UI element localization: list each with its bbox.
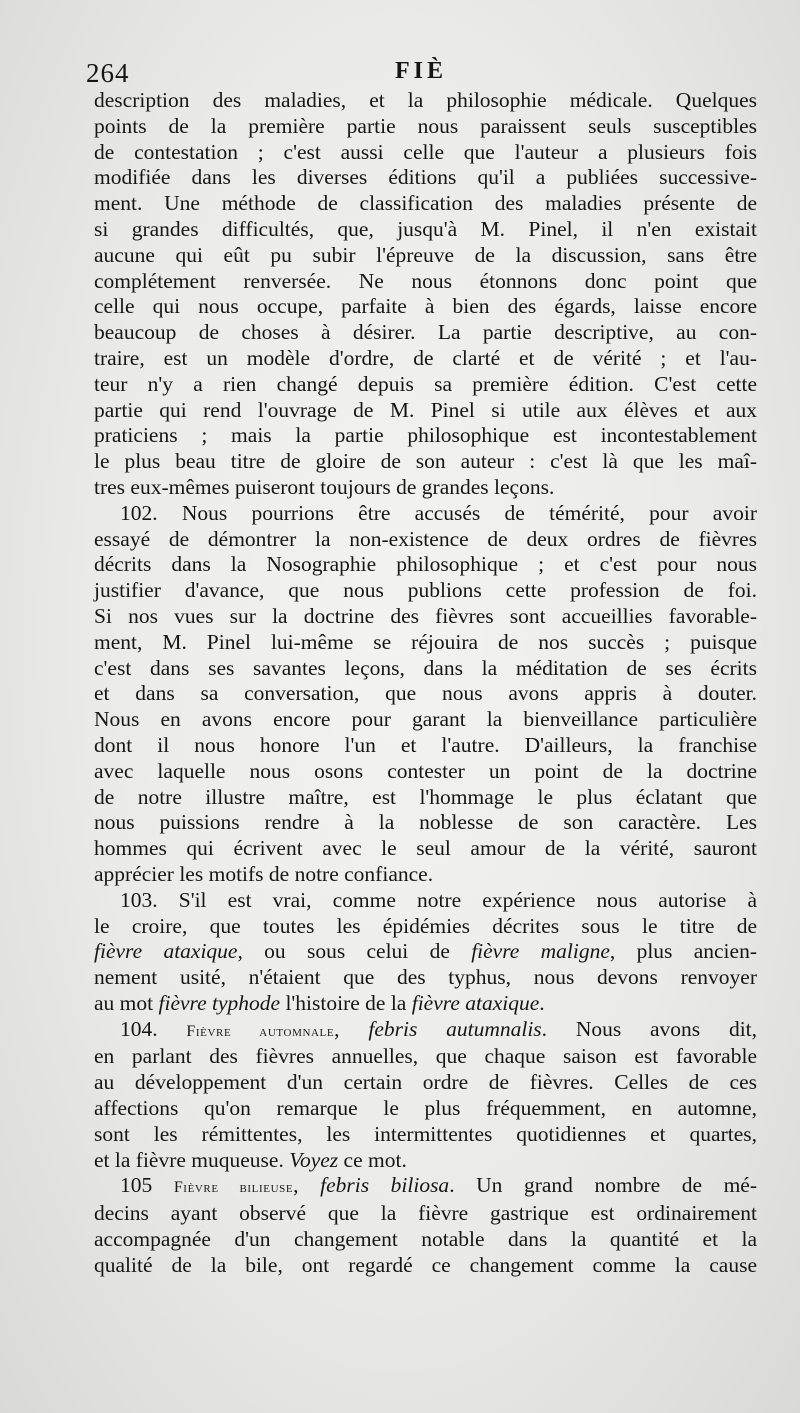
paragraph-104-start: 104. Fièvre automnale, febris autumnalis. Nous avons dit, — [120, 1016, 758, 1041]
text-line: au mot fièvre typhode l'histoire de la fièvre ataxique. — [94, 990, 545, 1015]
text-line: partie qui rend l'ouvrage de M. Pinel si utile aux élèves et aux — [94, 397, 757, 422]
text-line: celle qui nous occupe, parfaite à bien des égards, laisse encore — [94, 294, 757, 319]
text-line: avec laquelle nous osons contester un point de la doctrine — [94, 758, 757, 783]
text-line: praticiens ; mais la partie philosophique est incontestablement — [94, 423, 757, 448]
paragraph-102-start: 102. Nous pourrions être accusés de témérité, pour avoir — [120, 500, 757, 525]
italic-term: Voyez — [289, 1147, 339, 1172]
text-line: si grandes difficultés, que, jusqu'à M. Pinel, il n'en existait — [94, 216, 757, 241]
running-head: FIÈ — [394, 58, 447, 84]
text-line: decins ayant observé que la fièvre gastrique est ordinairement — [94, 1201, 757, 1226]
text-line: fièvre ataxique, ou sous celui de fièvre maligne, plus ancien- — [94, 939, 757, 964]
text-line: teur n'y a rien changé depuis sa première édition. C'est cette — [94, 371, 757, 396]
text-line: de contestation ; c'est aussi celle que l'auteur a plusieurs fois — [94, 139, 757, 164]
body-text — [94, 88, 757, 1279]
text-line: nous puissions rendre à la noblesse de son caractère. Les — [94, 810, 757, 835]
italic-term: fièvre maligne — [471, 939, 610, 964]
italic-term: fièvre typhode — [158, 990, 281, 1015]
text-line: beaucoup de choses à désirer. La partie descriptive, au con- — [94, 320, 757, 345]
text-line: et la fièvre muqueuse. Voyez ce mot. — [94, 1147, 407, 1172]
text-line: et dans sa conversation, que nous avons appris à douter. — [94, 681, 757, 706]
text-line: traire, est un modèle d'ordre, de clarté et de vérité ; et l'au- — [94, 345, 757, 370]
text-line: au développement d'un certain ordre de fièvres. Celles de ces — [94, 1070, 757, 1095]
text-line: décrits dans la Nosographie philosophique ; et c'est pour nous — [94, 552, 757, 577]
section-number: 104. — [120, 1016, 158, 1041]
text-line: de notre illustre maître, est l'hommage le plus éclatant que — [94, 784, 757, 809]
page-header — [86, 58, 756, 92]
text-line: apprécier les motifs de notre confiance. — [94, 861, 434, 886]
text-line: modifiée dans les diverses éditions qu'il a publiées successive- — [94, 165, 757, 190]
text-line: le croire, que toutes les épidémies décrites sous le titre de — [94, 913, 757, 938]
text-line: Si nos vues sur la doctrine des fièvres sont accueillies favorable- — [94, 603, 757, 628]
text-line: affections qu'on remarque le plus fréquemment, en automne, — [94, 1096, 757, 1121]
text-line: Nous en avons encore pour garant la bienveillance particulière — [94, 707, 757, 732]
text-line: complétement renversée. Ne nous étonnons donc point que — [94, 268, 757, 293]
text-line: c'est dans ses savantes leçons, dans la méditation de ses écrits — [94, 655, 757, 680]
text-line: dont il nous honore l'un et l'autre. D'ailleurs, la franchise — [94, 732, 757, 757]
text-line: aucune qui eût pu subir l'épreuve de la discussion, sans être — [94, 242, 757, 267]
text-line: accompagnée d'un changement notable dans la quantité et la — [94, 1227, 757, 1252]
latin-term: febris autumnalis — [368, 1016, 542, 1041]
text-line: qualité de la bile, ont regardé ce changement comme la cause — [94, 1252, 757, 1277]
text-line: tres eux-mêmes puiseront toujours de grandes leçons. — [94, 474, 555, 499]
text-line: hommes qui écrivent avec le seul amour de la vérité, sauront — [94, 836, 757, 861]
entry-heading: Fièvre bilieuse — [173, 1179, 294, 1197]
text-line: points de la première partie nous paraissent seuls susceptibles — [94, 113, 757, 138]
text-line: sont les rémittentes, les intermittentes quotidiennes et quartes, — [94, 1121, 757, 1146]
paragraph-105-start: 105 Fièvre bilieuse, febris biliosa. Un grand nombre de mé- — [120, 1173, 757, 1198]
text-line: le plus beau titre de gloire de son auteur : c'est là que les maî- — [94, 449, 757, 474]
text-line: essayé de démontrer la non-existence de deux ordres de fièvres — [94, 526, 757, 551]
entry-heading: Fièvre automnale — [186, 1022, 335, 1040]
text-line: justifier d'avance, que nous publions cette profession de foi. — [94, 578, 757, 603]
italic-term: fièvre ataxique — [411, 990, 540, 1015]
text-line: en parlant des fièvres annuelles, que chaque saison est favorable — [94, 1044, 757, 1069]
text-line: description des maladies, et la philosophie médicale. Quelques — [94, 88, 757, 112]
italic-term: fièvre ataxique — [94, 939, 238, 964]
text-line: ment, M. Pinel lui-même se réjouira de nos succès ; puisque — [94, 629, 757, 654]
latin-term: febris biliosa — [320, 1173, 450, 1198]
paragraph-103-start: 103. S'il est vrai, comme notre expérience nous autorise à — [120, 887, 757, 912]
text-line: nement usité, n'étaient que des typhus, nous devons renvoyer — [94, 965, 757, 990]
page-number: 264 — [86, 58, 130, 88]
section-number: 105 — [120, 1173, 153, 1198]
text-line: ment. Une méthode de classification des maladies présente de — [94, 191, 757, 216]
